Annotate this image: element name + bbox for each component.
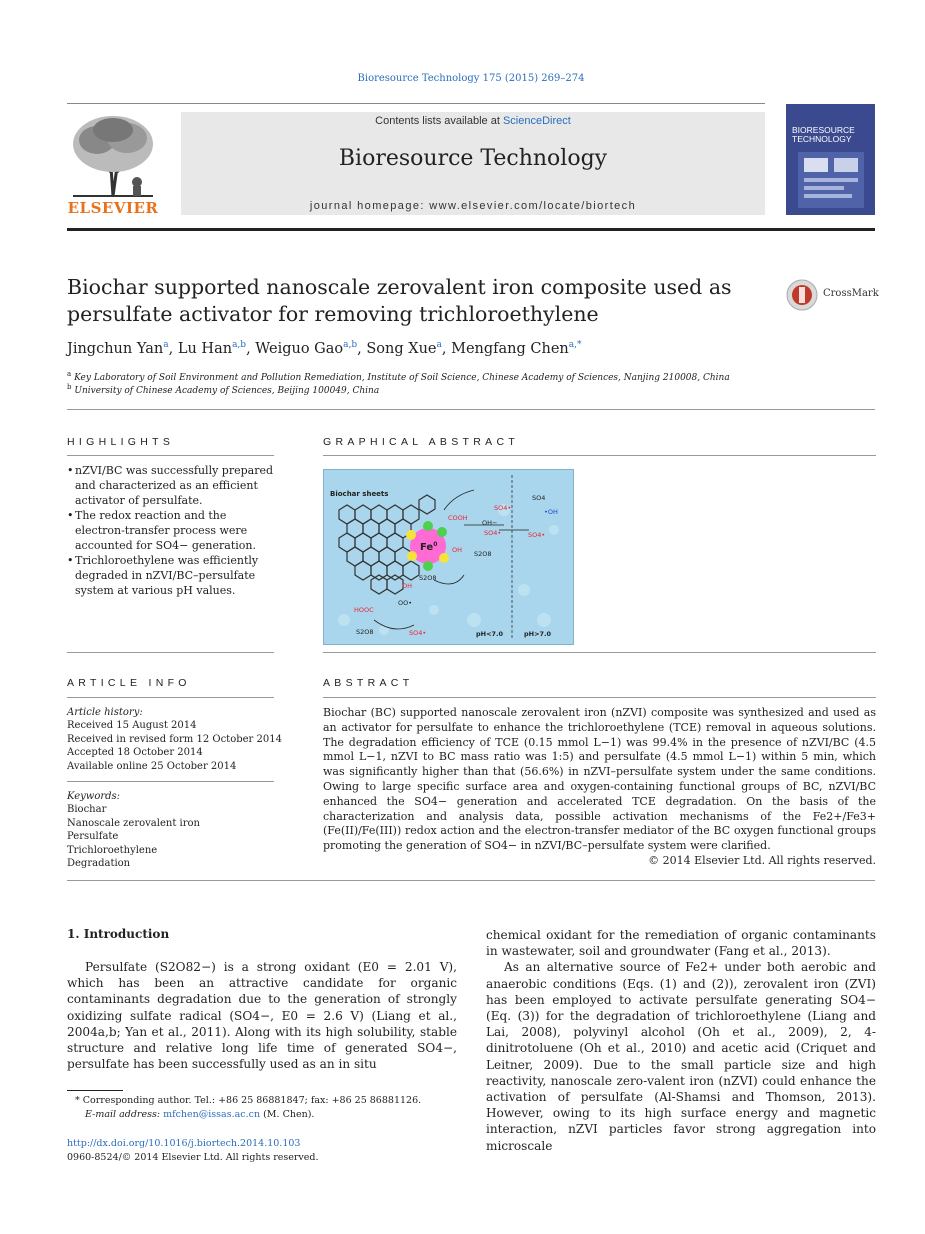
author-affiliation-mark[interactable]: a,* — [568, 340, 582, 350]
author-name[interactable]: Mengfang Chen — [451, 340, 569, 357]
intro-right-column — [486, 927, 876, 1154]
highlights-heading: HIGHLIGHTS — [67, 436, 175, 448]
journal-cover-image — [786, 104, 875, 215]
author-affiliation-mark[interactable]: a — [436, 340, 442, 350]
crossmark-icon — [786, 279, 818, 311]
author-affiliation-mark[interactable]: a,b — [343, 340, 358, 350]
author-affiliation-mark[interactable]: a — [163, 340, 169, 350]
graphical-abstract-divider — [323, 455, 876, 456]
author-affiliation-mark[interactable]: a,b — [232, 340, 247, 350]
keyword: Persulfate — [67, 831, 119, 843]
section-divider — [67, 652, 274, 653]
history-revised: Received in revised form 12 October 2014 — [67, 733, 282, 745]
article-info-heading: ARTICLE INFO — [67, 677, 191, 689]
oo-radical-label: OO• — [398, 599, 413, 607]
cover-title — [792, 126, 855, 144]
cover-title-line1: BIORESOURCE — [792, 125, 855, 135]
history-received: Received 15 August 2014 — [67, 720, 197, 732]
email-suffix: (M. Chen). — [263, 1109, 315, 1120]
keyword: Trichloroethylene — [67, 844, 158, 856]
cover-graphic — [798, 152, 864, 208]
highlight-item: • The redox reaction and the electron-transfer process were accounted for SO4− generation. — [75, 508, 274, 553]
author-list: Jingchun Yan$^a$, Lu Han$^{a,b}$, Weiguo Gao$^{a,b}$, Song Xue$^a$, Mengfang Chen$^{a,*}$ — [67, 340, 582, 357]
section-divider — [67, 880, 875, 881]
highlight-item: • Trichloroethylene was efficiently degraded in nZVI/BC–persulfate system at various pH values. — [75, 553, 274, 598]
biochar-sheets-label: Biochar sheets — [330, 490, 389, 498]
contents-prefix: Contents lists available at — [375, 115, 503, 127]
graphical-abstract-figure — [323, 469, 574, 645]
header-divider — [67, 103, 765, 104]
oh-label: OH — [402, 582, 413, 590]
corresponding-author-line: * Corresponding author. Tel.: +86 25 86881847; fax: +86 25 86881126. — [75, 1095, 422, 1106]
introduction-heading: 1. Introduction — [67, 927, 170, 941]
ph-basic-label: pH>7.0 — [524, 630, 552, 638]
author-name[interactable]: Weiguo Gao — [255, 340, 344, 357]
cover-title-line2: TECHNOLOGY — [792, 134, 852, 144]
graphical-abstract-heading: GRAPHICAL ABSTRACT — [323, 436, 520, 448]
keywords-divider — [67, 781, 274, 782]
journal-reference[interactable]: Bioresource Technology 175 (2015) 269–274 — [357, 73, 585, 84]
article-title — [67, 274, 767, 328]
hydroxide-label: OH− — [482, 519, 498, 527]
journal-title: Bioresource Technology — [338, 146, 608, 171]
persulfate-label: S2O8 — [474, 550, 492, 558]
affiliation — [67, 383, 379, 396]
sciencedirect-link[interactable]: ScienceDirect — [502, 115, 571, 127]
author-name[interactable]: Lu Han — [177, 340, 233, 357]
footnote-rule — [67, 1090, 123, 1091]
history-online: Available online 25 October 2014 — [67, 760, 237, 772]
affiliation-label: b — [67, 383, 72, 391]
affiliation — [67, 370, 730, 383]
abstract-text: Biochar (BC) supported nanoscale zerovalent iron (nZVI) composite was synthesized and used as an activator for persulfate to enhance the trichloroethylene (TCE) removal in aqueous solutions. The degradation efficiency of TCE (0.15 mmol L−1) was 99.4% in the presence of nZVI/BC (4.5 mmol L−1, nZVI to BC mass ratio was 1:5) and persulfate (4.5 mmol L−1) within 5 min, which was significantly higher than that (56.6%) in nZVI–persulfate system under the same conditions. Owing to large specific surface area and oxygen-containing functional groups of BC, nZVI/BC enhanced the SO4− generation and accelerated TCE degradation. On the basis of the characterization and analysis data, possible activation mechanisms of the Fe2+/Fe3+ (Fe(II)/Fe(III)) redox action and the electron-transfer mediator of the BC oxygen functional groups promoting the generation of SO4− in nZVI/BC–persulfate system were clarified. — [323, 706, 876, 853]
sulfate-radical-label: SO4• — [528, 531, 546, 539]
abstract-body — [323, 706, 876, 869]
fe0-label: Fe$^0$ — [420, 541, 438, 553]
hydroxyl-radical-label: •OH — [544, 508, 558, 516]
author-name[interactable]: Jingchun Yan — [67, 340, 164, 357]
keywords-list — [67, 790, 200, 870]
sulfate-radical-label: SO4• — [409, 629, 427, 637]
article-title-line1: Biochar supported nanoscale zerovalent iron composite used as — [67, 275, 732, 299]
intro-left-column — [67, 959, 457, 1072]
author-name[interactable]: Song Xue — [366, 340, 437, 357]
affiliation-text: Key Laboratory of Soil Environment and Pollution Remediation, Institute of Soil Science, Chinese Academy of Sciences, Nanjing 210008, China — [74, 373, 730, 383]
sulfate-radical-label: SO4• — [484, 529, 502, 537]
email-line — [67, 1108, 421, 1122]
hooc-label: HOOC — [354, 606, 374, 614]
contents-line — [181, 115, 765, 127]
article-history — [67, 706, 282, 773]
abstract-copyright: © 2014 Elsevier Ltd. All rights reserved. — [648, 853, 876, 867]
intro-paragraph: Persulfate (S2O82−) is a strong oxidant (E0 = 2.01 V), which has been an attractive candidate for organic contaminants degradation due to the generation of strongly oxidizing sulfate radical (SO4−, E0 = 2.6 V) (Liang et al., 2004a,b; Yan et al., 2011). Along with its high solubility, stable structure and relative long life time of generated SO4−, persulfate has been successfully used as an in situ — [67, 960, 457, 1072]
article-title-line2: persulfate activator for removing trichloroethylene — [67, 302, 599, 326]
corresponding-footnote — [67, 1094, 421, 1122]
intro-paragraph: chemical oxidant for the remediation of organic contaminants in wastewater, soil and groundwater (Fang et al., 2013). — [486, 928, 876, 959]
highlights-divider — [67, 455, 274, 456]
persulfate-label: S2O8 — [356, 628, 374, 636]
history-accepted: Accepted 18 October 2014 — [67, 747, 203, 759]
persulfate-label: S2O8 — [419, 574, 437, 582]
journal-homepage[interactable]: journal homepage: www.elsevier.com/locate/biortech — [309, 200, 637, 212]
keyword: Degradation — [67, 858, 131, 870]
oh-label: OH — [452, 546, 463, 554]
keywords-label: Keywords: — [67, 791, 121, 802]
keyword: Nanoscale zerovalent iron — [67, 817, 200, 829]
highlights-list — [67, 463, 274, 598]
sulfate-radical-label: SO4• — [494, 504, 512, 512]
doi-block — [67, 1137, 319, 1164]
ph-acidic-label: pH<7.0 — [476, 630, 504, 638]
affiliation-label: a — [67, 370, 72, 378]
issn-line: 0960-8524/© 2014 Elsevier Ltd. All rights reserved. — [67, 1151, 319, 1163]
crossmark-badge[interactable] — [786, 279, 881, 311]
intro-paragraph: As an alternative source of Fe2+ under both aerobic and anaerobic conditions (Eqs. (1) and (2)), zerovalent iron (ZVI) has been employed to activate persulfate generating SO4− (Eq. (3)) for the degradation of trichloroethylene (Liang and Lai, 2008), polyvinyl alcohol (Oh et al., 2009), 2, 4-dinitrotoluene (Oh et al., 2010) and acetic acid (Criquet and Leitner, 2009). Due to the small particle size and high reactivity, nanoscale zero-valent iron (nZVI) could enhance the activation of persulfate (Al-Shamsi and Thomson, 2013). However, owing to its high surface energy and magnetic interaction, nZVI particles favor strong aggregation into microscale — [486, 960, 876, 1153]
elsevier-wordmark: ELSEVIER — [67, 199, 159, 217]
sulfate-label: SO4 — [532, 494, 546, 502]
masthead-rule — [67, 228, 875, 231]
email-link[interactable]: mfchen@issas.ac.cn — [163, 1109, 261, 1120]
section-divider — [323, 652, 876, 653]
corresponding-text: Corresponding author. Tel.: +86 25 86881847; fax: +86 25 86881126. — [82, 1095, 422, 1106]
keyword: Biochar — [67, 804, 107, 816]
abstract-divider — [323, 697, 876, 698]
email-label: E-mail address: — [85, 1109, 161, 1120]
cooh-label: COOH — [448, 514, 468, 522]
article-info-divider — [67, 697, 274, 698]
article-history-label: Article history: — [67, 707, 143, 718]
affiliation-text: University of Chinese Academy of Sciences, Beijing 100049, China — [74, 386, 380, 396]
doi-link[interactable]: http://dx.doi.org/10.1016/j.biortech.2014.10.103 — [67, 1138, 301, 1149]
crossmark-label: CrossMark — [823, 288, 879, 299]
abstract-heading: ABSTRACT — [323, 677, 414, 689]
section-divider — [67, 409, 875, 410]
highlight-item: • nZVI/BC was successfully prepared and characterized as an efficient activator of persulfate. — [75, 463, 274, 508]
